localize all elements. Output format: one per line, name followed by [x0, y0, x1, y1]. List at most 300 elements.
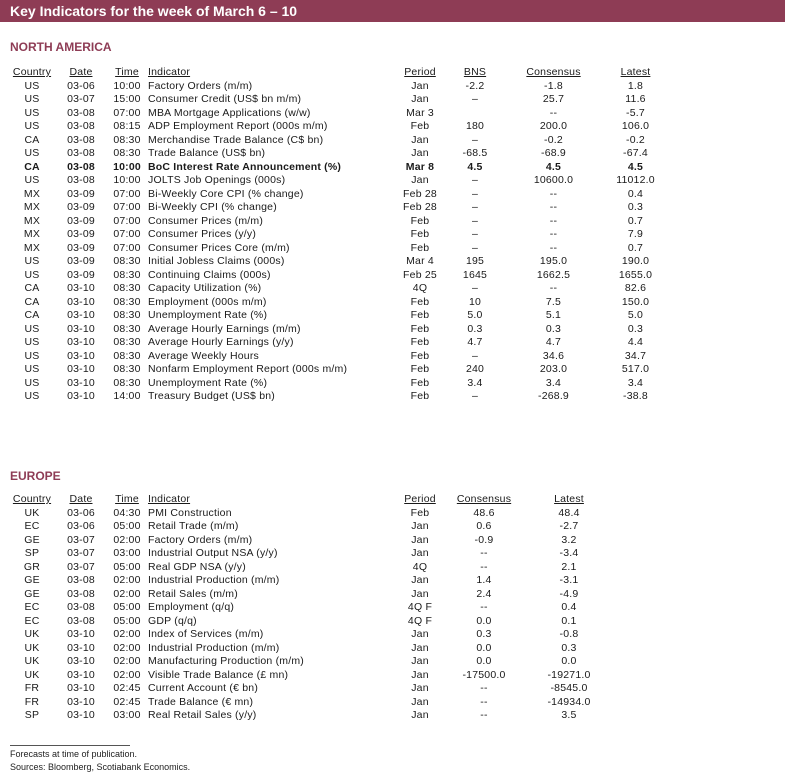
cell-bns: – [471, 174, 479, 186]
cell-period: Feb [410, 322, 430, 335]
cell-time: 07:00 [113, 241, 141, 254]
cell-country: US [24, 268, 40, 281]
cell-latest: 2.1 [561, 560, 577, 573]
cell-time: 07:00 [113, 201, 141, 213]
cell-time: 08:30 [113, 147, 141, 159]
table-row [8, 642, 614, 656]
table-row [8, 655, 614, 669]
cell-indicator: Retail Sales (m/m) [148, 587, 238, 600]
north-america-heading: NORTH AMERICA [10, 40, 112, 54]
cell-period: Jan [411, 147, 429, 159]
cell-date: 03-07 [67, 547, 95, 559]
cell-country: US [24, 93, 40, 105]
cell-latest: -8545.0 [550, 682, 588, 694]
table-header-row [8, 493, 614, 507]
cell-indicator: Retail Trade (m/m) [148, 520, 239, 532]
table-row [8, 669, 614, 683]
cell-period: Feb [410, 376, 430, 389]
cell-date: 03-08 [67, 147, 95, 159]
cell-indicator: Employment (q/q) [148, 601, 235, 613]
cell-indicator: Manufacturing Production (m/m) [148, 655, 304, 667]
table-row [8, 120, 670, 134]
cell-bns: 195 [465, 255, 485, 267]
cell-consensus: -- [480, 601, 488, 613]
footnote-divider [10, 745, 130, 746]
cell-bns: 0.3 [467, 322, 483, 335]
cell-date: 03-08 [67, 587, 95, 600]
cell-consensus: 25.7 [542, 93, 565, 105]
cell-consensus: 1.4 [476, 574, 492, 586]
cell-latest: 0.7 [627, 214, 644, 227]
cell-indicator: Merchandise Trade Balance (C$ bn) [148, 133, 324, 146]
cell-indicator: Unemployment Rate (%) [148, 309, 268, 321]
cell-period: Mar 4 [406, 255, 434, 267]
cell-indicator: Index of Services (m/m) [148, 628, 264, 640]
cell-indicator: Nonfarm Employment Report (000s m/m) [148, 363, 348, 375]
cell-time: 08:30 [113, 133, 141, 146]
cell-country: MX [23, 241, 41, 254]
cell-period: Jan [411, 533, 429, 546]
cell-latest: 34.7 [624, 349, 647, 362]
cell-latest: 5.0 [627, 309, 644, 321]
cell-consensus: -- [480, 682, 488, 694]
cell-time: 07:00 [113, 228, 141, 240]
cell-time: 02:45 [113, 695, 141, 708]
cell-consensus: 0.0 [476, 641, 492, 654]
cell-time: 05:00 [113, 614, 141, 627]
cell-latest: 3.2 [561, 533, 577, 546]
header-time: Time [115, 493, 139, 505]
cell-indicator: Industrial Production (m/m) [148, 641, 280, 654]
header-country: Country [12, 493, 52, 505]
cell-date: 03-08 [67, 614, 95, 627]
cell-period: Feb 28 [403, 201, 437, 213]
cell-time: 05:00 [113, 560, 141, 573]
cell-country: UK [24, 641, 40, 654]
cell-country: CA [24, 133, 40, 146]
cell-indicator: Factory Orders (m/m) [148, 533, 253, 546]
header-consensus: Consensus [456, 493, 512, 505]
cell-latest: -5.7 [626, 106, 645, 119]
cell-consensus: -- [480, 709, 488, 721]
header-consensus: Consensus [526, 66, 581, 78]
table-row [8, 336, 670, 350]
cell-time: 08:30 [113, 336, 141, 348]
table-row [8, 147, 670, 161]
cell-latest: 0.3 [561, 641, 577, 654]
cell-period: Jan [411, 93, 429, 105]
cell-time: 10:00 [113, 174, 141, 186]
table-row [8, 561, 614, 575]
cell-indicator: JOLTS Job Openings (000s) [148, 174, 286, 186]
cell-consensus: 0.0 [476, 614, 492, 627]
cell-indicator: Visible Trade Balance (£ mn) [148, 668, 289, 681]
cell-consensus: 5.1 [545, 309, 562, 321]
cell-date: 03-10 [67, 349, 95, 362]
cell-consensus: 7.5 [545, 295, 562, 308]
cell-bns: – [471, 214, 479, 227]
cell-latest: -19271.0 [547, 668, 591, 681]
cell-country: US [24, 349, 40, 362]
cell-latest: -0.2 [626, 133, 645, 146]
cell-latest: 48.4 [558, 506, 580, 519]
cell-time: 08:30 [113, 295, 141, 308]
table-row [8, 161, 670, 175]
cell-indicator: Consumer Credit (US$ bn m/m) [148, 93, 302, 105]
cell-date: 03-08 [67, 174, 95, 186]
cell-bns: – [471, 349, 479, 362]
table-row [8, 350, 670, 364]
table-row [8, 520, 614, 534]
cell-latest: 7.9 [627, 228, 644, 240]
cell-latest: 0.3 [627, 322, 644, 335]
cell-period: Feb [410, 506, 430, 519]
header-time: Time [115, 66, 139, 78]
cell-date: 03-08 [67, 106, 95, 119]
cell-latest: -67.4 [623, 147, 648, 159]
cell-latest: -3.1 [559, 574, 579, 586]
cell-consensus: -- [549, 228, 558, 240]
cell-consensus: -- [549, 214, 558, 227]
cell-country: US [24, 106, 40, 119]
header-country: Country [12, 66, 52, 78]
cell-country: US [24, 255, 40, 267]
cell-bns: 240 [465, 363, 485, 375]
cell-period: 4Q F [407, 614, 433, 627]
cell-consensus: -- [480, 547, 488, 559]
cell-country: US [24, 147, 40, 159]
cell-time: 05:00 [113, 601, 141, 613]
cell-date: 03-09 [67, 214, 95, 227]
cell-consensus: 195.0 [539, 255, 568, 267]
table-row [8, 588, 614, 602]
cell-period: 4Q F [407, 601, 433, 613]
cell-consensus: 3.4 [545, 376, 562, 389]
cell-consensus: -68.9 [541, 147, 566, 159]
page-title: Key Indicators for the week of March 6 – 10 [0, 0, 785, 22]
header-period: Period [404, 66, 436, 78]
table-row [8, 80, 670, 94]
table-row [8, 93, 670, 107]
cell-time: 03:00 [113, 709, 141, 721]
cell-latest: 1655.0 [618, 268, 653, 281]
cell-date: 03-10 [67, 282, 95, 294]
cell-indicator: Trade Balance (€ mn) [148, 695, 254, 708]
cell-country: UK [24, 506, 40, 519]
cell-indicator: MBA Mortgage Applications (w/w) [148, 106, 311, 119]
cell-time: 08:30 [113, 309, 141, 321]
cell-indicator: Real GDP NSA (y/y) [148, 560, 246, 573]
cell-period: Jan [411, 682, 429, 694]
table-row [8, 615, 614, 629]
cell-indicator: Consumer Prices Core (m/m) [148, 241, 290, 254]
cell-time: 08:30 [113, 363, 141, 375]
cell-country: US [24, 322, 40, 335]
cell-indicator: ADP Employment Report (000s m/m) [148, 120, 328, 132]
cell-date: 03-06 [67, 79, 95, 92]
cell-date: 03-10 [67, 322, 95, 335]
cell-indicator: Consumer Prices (y/y) [148, 228, 257, 240]
cell-period: Mar 3 [406, 106, 434, 119]
table-row [8, 309, 670, 323]
cell-consensus: 1662.5 [536, 268, 571, 281]
cell-indicator: Average Hourly Earnings (y/y) [148, 336, 294, 348]
cell-consensus: -268.9 [538, 390, 569, 402]
cell-indicator: Average Hourly Earnings (m/m) [148, 322, 301, 335]
europe-table [8, 493, 614, 723]
table-row [8, 534, 614, 548]
cell-time: 07:00 [113, 106, 141, 119]
table-row [8, 269, 670, 283]
cell-indicator: Average Weekly Hours [148, 349, 259, 362]
cell-period: Jan [411, 574, 429, 586]
cell-date: 03-09 [67, 228, 95, 240]
cell-latest: 4.4 [627, 336, 644, 348]
cell-country: SP [24, 547, 40, 559]
cell-latest: 106.0 [621, 120, 650, 132]
table-row [8, 682, 614, 696]
cell-consensus: -- [549, 187, 558, 200]
cell-latest: 3.4 [627, 376, 644, 389]
cell-indicator: Trade Balance (US$ bn) [148, 147, 266, 159]
cell-consensus: 2.4 [476, 587, 492, 600]
table-row [8, 201, 670, 215]
cell-consensus: 4.5 [545, 160, 562, 173]
cell-period: Jan [411, 133, 429, 146]
table-row [8, 107, 670, 121]
table-row [8, 188, 670, 202]
cell-consensus: 200.0 [539, 120, 568, 132]
cell-consensus: -- [549, 241, 558, 254]
cell-bns: -2.2 [465, 79, 485, 92]
europe-heading: EUROPE [10, 469, 61, 483]
header-period: Period [404, 493, 436, 505]
cell-bns: – [471, 390, 479, 402]
cell-indicator: Employment (000s m/m) [148, 295, 267, 308]
cell-country: MX [23, 214, 41, 227]
cell-country: FR [24, 682, 40, 694]
cell-date: 03-09 [67, 241, 95, 254]
cell-latest: 517.0 [621, 363, 650, 375]
cell-date: 03-10 [67, 641, 95, 654]
cell-period: Jan [411, 668, 429, 681]
header-date: Date [69, 493, 93, 505]
cell-period: Feb [410, 309, 430, 321]
cell-date: 03-07 [67, 533, 95, 546]
cell-country: US [24, 363, 40, 375]
cell-consensus: -- [549, 106, 558, 119]
cell-indicator: Factory Orders (m/m) [148, 79, 253, 92]
cell-country: CA [24, 309, 40, 321]
cell-period: Jan [411, 547, 429, 559]
cell-consensus: -17500.0 [462, 668, 506, 681]
table-row [8, 709, 614, 723]
cell-consensus: -- [480, 560, 488, 573]
cell-time: 08:30 [113, 349, 141, 362]
cell-latest: -2.7 [559, 520, 579, 532]
cell-period: Jan [411, 174, 429, 186]
cell-country: CA [24, 295, 40, 308]
cell-country: MX [23, 187, 41, 200]
cell-country: US [24, 120, 40, 132]
table-row [8, 296, 670, 310]
cell-consensus: 0.3 [545, 322, 562, 335]
cell-bns: 5.0 [467, 309, 483, 321]
cell-consensus: 34.6 [542, 349, 565, 362]
cell-latest: 0.4 [627, 187, 644, 200]
cell-date: 03-10 [67, 682, 95, 694]
cell-time: 02:45 [113, 682, 141, 694]
cell-date: 03-08 [67, 574, 95, 586]
table-row [8, 323, 670, 337]
cell-period: Jan [411, 520, 429, 532]
cell-indicator: Bi-Weekly Core CPI (% change) [148, 187, 304, 200]
cell-date: 03-08 [67, 120, 95, 132]
cell-country: CA [24, 160, 40, 173]
cell-indicator: Real Retail Sales (y/y) [148, 709, 257, 721]
cell-latest: 1.8 [627, 79, 644, 92]
cell-country: US [24, 376, 40, 389]
cell-period: Feb [410, 349, 430, 362]
cell-time: 03:00 [113, 547, 141, 559]
cell-period: Feb [410, 241, 430, 254]
cell-period: 4Q [412, 282, 428, 294]
cell-bns: – [471, 133, 479, 146]
table-row [8, 228, 670, 242]
cell-indicator: Initial Jobless Claims (000s) [148, 255, 285, 267]
cell-period: Jan [411, 655, 429, 667]
cell-time: 02:00 [113, 628, 141, 640]
cell-indicator: Capacity Utilization (%) [148, 282, 262, 294]
cell-country: SP [24, 709, 40, 721]
cell-time: 02:00 [113, 668, 141, 681]
header-date: Date [69, 66, 93, 78]
table-row [8, 574, 614, 588]
cell-date: 03-09 [67, 187, 95, 200]
cell-time: 08:30 [113, 376, 141, 389]
cell-indicator: Unemployment Rate (%) [148, 376, 268, 389]
cell-date: 03-10 [67, 709, 95, 721]
cell-date: 03-10 [67, 628, 95, 640]
table-row [8, 696, 614, 710]
cell-consensus: 203.0 [539, 363, 568, 375]
cell-latest: 0.7 [627, 241, 644, 254]
cell-time: 08:30 [113, 255, 141, 267]
cell-latest: 11012.0 [616, 174, 655, 186]
cell-period: Jan [411, 709, 429, 721]
cell-country: US [24, 174, 40, 186]
cell-date: 03-09 [67, 201, 95, 213]
cell-consensus: -- [549, 201, 558, 213]
cell-period: Feb [410, 214, 430, 227]
cell-indicator: Consumer Prices (m/m) [148, 214, 264, 227]
cell-country: UK [24, 628, 40, 640]
cell-time: 08:30 [113, 268, 141, 281]
cell-latest: -4.9 [559, 587, 579, 600]
cell-period: 4Q [412, 560, 428, 573]
footnote-forecasts: Forecasts at time of publication. [10, 749, 138, 759]
header-indicator: Indicator [148, 66, 191, 78]
cell-date: 03-07 [67, 93, 95, 105]
cell-date: 03-06 [67, 520, 95, 532]
table-row [8, 547, 614, 561]
cell-latest: 150.0 [621, 295, 650, 308]
table-row [8, 390, 670, 404]
cell-country: US [24, 79, 40, 92]
table-row [8, 242, 670, 256]
header-bns: BNS [463, 66, 487, 78]
cell-country: EC [24, 520, 40, 532]
cell-latest: 11.6 [625, 93, 646, 105]
cell-consensus: -0.9 [474, 533, 494, 546]
cell-latest: -38.8 [623, 390, 648, 402]
cell-period: Feb [410, 295, 430, 308]
cell-date: 03-10 [67, 376, 95, 389]
cell-date: 03-10 [67, 668, 95, 681]
cell-date: 03-08 [67, 160, 95, 173]
cell-date: 03-09 [67, 255, 95, 267]
cell-period: Jan [411, 587, 429, 600]
table-row [8, 628, 614, 642]
table-row [8, 363, 670, 377]
cell-period: Mar 8 [405, 160, 435, 173]
cell-latest: 0.3 [627, 201, 644, 213]
cell-time: 07:00 [113, 187, 141, 200]
cell-time: 05:00 [113, 520, 141, 532]
table-header-row [8, 66, 670, 80]
cell-consensus: 4.7 [545, 336, 562, 348]
cell-country: GE [24, 533, 40, 546]
cell-bns: 10 [468, 295, 482, 308]
cell-date: 03-10 [67, 695, 95, 708]
cell-period: Feb 28 [403, 187, 437, 200]
cell-time: 15:00 [113, 93, 141, 105]
cell-consensus: 48.6 [473, 506, 495, 519]
cell-bns: 4.5 [467, 160, 483, 173]
table-row [8, 215, 670, 229]
cell-latest: 82.6 [624, 282, 647, 294]
cell-period: Jan [411, 628, 429, 640]
cell-time: 02:00 [113, 574, 141, 586]
cell-time: 07:00 [113, 214, 141, 227]
cell-time: 08:15 [113, 120, 141, 132]
table-row [8, 601, 614, 615]
cell-time: 10:00 [113, 79, 141, 92]
cell-period: Jan [411, 695, 429, 708]
cell-time: 02:00 [113, 641, 141, 654]
cell-date: 03-10 [67, 295, 95, 308]
cell-indicator: Bi-Weekly CPI (% change) [148, 201, 277, 213]
cell-time: 02:00 [113, 587, 141, 600]
table-row [8, 507, 614, 521]
cell-latest: 0.0 [561, 655, 577, 667]
cell-country: MX [23, 201, 41, 213]
cell-date: 03-08 [67, 133, 95, 146]
cell-period: Feb [410, 390, 430, 402]
cell-date: 03-10 [67, 309, 95, 321]
cell-bns: – [471, 228, 479, 240]
cell-bns [444, 107, 506, 121]
cell-consensus: 0.3 [476, 628, 492, 640]
cell-date: 03-06 [67, 506, 95, 519]
cell-indicator: Current Account (€ bn) [148, 682, 259, 694]
table-row [8, 255, 670, 269]
cell-time: 02:00 [113, 533, 141, 546]
header-indicator: Indicator [148, 493, 191, 505]
cell-period: Feb [410, 228, 430, 240]
cell-bns: -68.5 [462, 147, 488, 159]
cell-date: 03-10 [67, 336, 95, 348]
